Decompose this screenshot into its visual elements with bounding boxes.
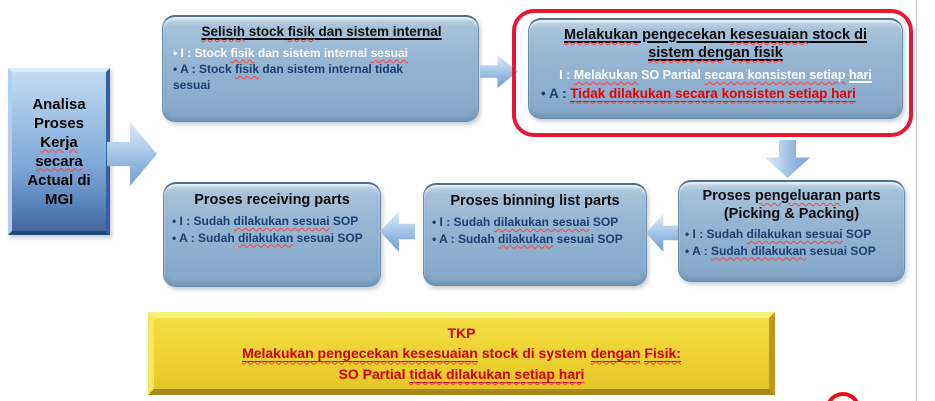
receiving-title: Proses receiving parts — [194, 192, 350, 208]
tkp-statement-line1: Melakukan pengecekan kesesuaian stock di system dengan Fisik: — [242, 345, 681, 362]
selisih-stock-box — [162, 15, 479, 122]
analisa-line: MGI — [44, 190, 74, 208]
pengeluaran-bullet-i: • I : Sudah dilakukan sesuai SOP — [685, 227, 872, 241]
binning-title: Proses binning list parts — [450, 193, 620, 209]
analisa-line: secara — [35, 152, 83, 170]
pengecekan-bullet-a: • A : Tidak dilakukan secara konsisten setiap hari — [541, 86, 856, 101]
analisa-proses-box — [8, 68, 110, 235]
analisa-line: Actual di — [27, 171, 91, 189]
pengeluaran-parts-box — [678, 180, 905, 282]
analisa-line: Kerja — [40, 133, 78, 151]
analisa-line: Analisa — [32, 95, 86, 113]
tkp-statement-line2: SO Partial tidak dilakukan setiap hari — [338, 365, 585, 382]
pengeluaran-title-line1: Proses pengeluaran parts — [702, 188, 881, 204]
receiving-bullet-a: • A : Sudah dilakukan sesuai SOP — [172, 230, 363, 245]
binning-bullet-i: • I : Sudah dilakukan sesuai SOP — [432, 215, 619, 229]
binning-bullet-a: • A : Sudah dilakukan sesuai SOP — [432, 231, 623, 246]
pengecekan-bullet-i: I : Melakukan SO Partial secara konsisten setiap hari — [559, 68, 872, 82]
flow-arrow-left-icon — [380, 211, 415, 252]
binning-list-box — [423, 183, 647, 286]
tkp-title: TKP — [447, 324, 476, 341]
pengeluaran-title-line2: (Picking & Packing) — [723, 206, 860, 222]
receiving-parts-box — [163, 182, 381, 287]
pengeluaran-bullet-a: • A : Sudah dilakukan sesuai SOP — [685, 243, 876, 258]
selisih-bullet-a-wrap: sesuai — [173, 78, 211, 92]
selisih-bullet-a: • A : Stock fisik dan sistem internal tidak — [173, 62, 404, 76]
red-circle-annotation — [826, 392, 860, 401]
flow-arrow-right-icon — [107, 122, 157, 186]
analisa-line: Proses — [33, 114, 85, 132]
tkp-conclusion-box — [148, 312, 775, 395]
slide-boundary-line — [916, 0, 917, 401]
receiving-bullet-i: • I : Sudah dilakukan sesuai SOP — [172, 214, 359, 228]
selisih-title: Selisih stock fisik dan sistem internal — [201, 24, 442, 39]
flow-arrow-left-icon — [646, 214, 678, 252]
flow-arrow-down-icon — [765, 140, 810, 178]
selisih-bullet-i: • I : Stock fisik dan sistem internal sesuai — [173, 46, 408, 60]
pengecekan-title-line2: sistem dengan fisik — [648, 45, 783, 61]
pengecekan-title-line1: Melakukan pengecekan kesesuaian stock di — [563, 27, 868, 43]
pengecekan-stock-box — [528, 18, 903, 119]
